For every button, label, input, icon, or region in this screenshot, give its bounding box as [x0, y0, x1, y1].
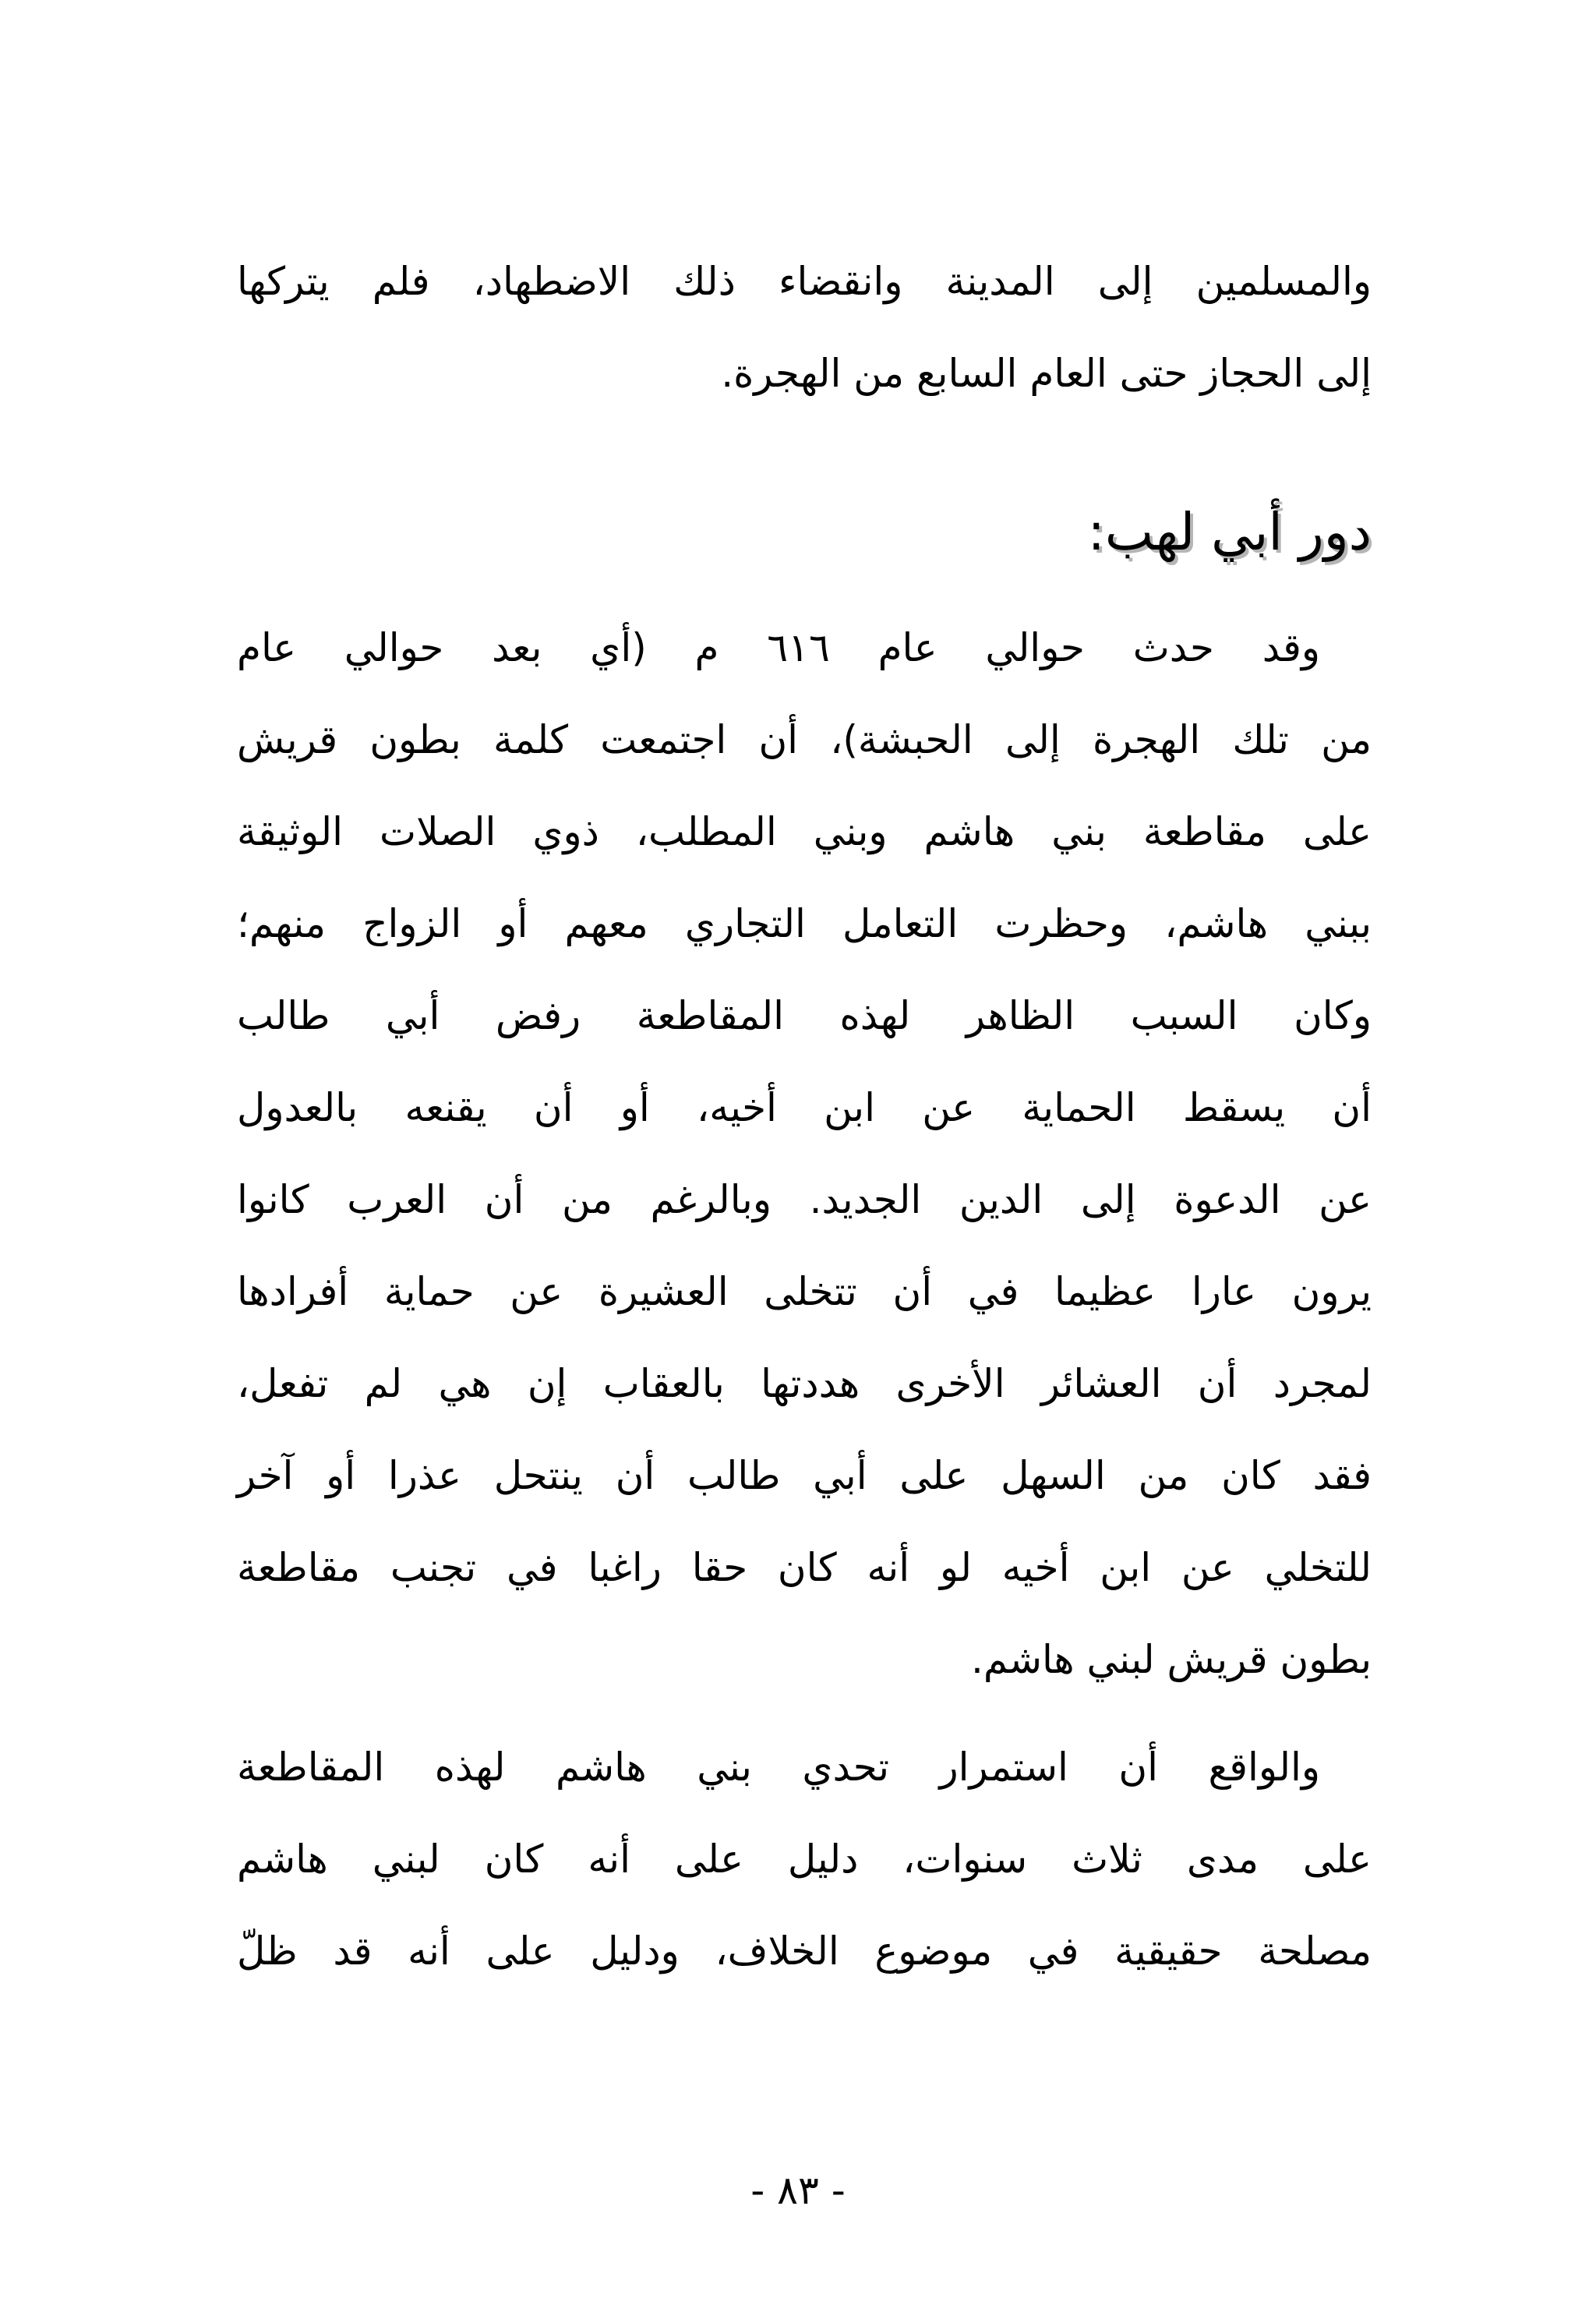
- section-heading: دور أبي لهب:: [1087, 502, 1372, 562]
- text-line: أن يسقط الحماية عن ابن أخيه، أو أن يقنعه بالعدول: [237, 1085, 1372, 1130]
- text-line: والواقع أن استمرار تحدي بني هاشم لهذه المقاطعة: [237, 1745, 1320, 1790]
- text-line: فقد كان من السهل على أبي طالب أن ينتحل عذرا أو آخر: [237, 1453, 1372, 1498]
- text-line: ببني هاشم، وحظرت التعامل التجاري معهم أو الزواج منهم؛: [237, 901, 1372, 946]
- text-line: والمسلمين إلى المدينة وانقضاء ذلك الاضطهاد، فلم يتركها: [237, 259, 1372, 304]
- text-line: على مدى ثلاث سنوات، دليل على أنه كان لبني هاشم: [237, 1837, 1372, 1882]
- text-line: مصلحة حقيقية في موضوع الخلاف، ودليل على أنه قد ظلّ: [237, 1928, 1372, 1974]
- text-line: بطون قريش لبني هاشم.: [970, 1637, 1372, 1682]
- page-number: - ٨٣ -: [750, 2168, 846, 2213]
- text-line: على مقاطعة بني هاشم وبني المطلب، ذوي الصلات الوثيقة: [237, 809, 1372, 854]
- text-line: للتخلي عن ابن أخيه لو أنه كان حقا راغبا في تجنب مقاطعة: [237, 1545, 1372, 1590]
- text-line: عن الدعوة إلى الدين الجديد. وبالرغم من أن العرب كانوا: [237, 1177, 1372, 1222]
- text-line: لمجرد أن العشائر الأخرى هددتها بالعقاب إن هي لم تفعل،: [237, 1361, 1372, 1406]
- text-line: من تلك الهجرة إلى الحبشة)، أن اجتمعت كلمة بطون قريش: [237, 717, 1372, 762]
- text-line: وكان السبب الظاهر لهذه المقاطعة رفض أبي طالب: [237, 993, 1372, 1038]
- text-line: إلى الحجاز حتى العام السابع من الهجرة.: [721, 351, 1372, 396]
- text-line: يرون عارا عظيما في أن تتخلى العشيرة عن حماية أفرادها: [237, 1269, 1372, 1314]
- text-line: وقد حدث حوالي عام ٦١٦ م (أي بعد حوالي عام: [237, 625, 1321, 670]
